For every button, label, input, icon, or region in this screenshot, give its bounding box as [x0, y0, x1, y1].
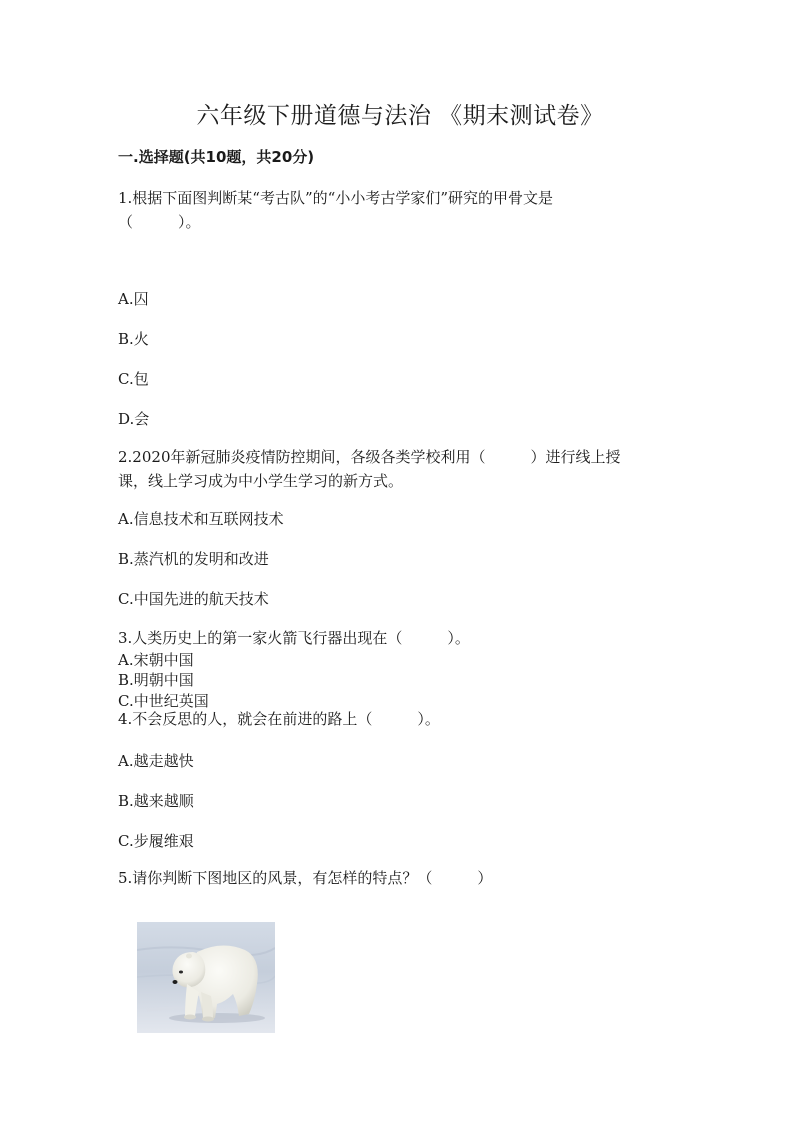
question-4-option-b[interactable]: B.越来越顺 [118, 792, 194, 810]
question-3-option-b[interactable]: B.明朝中国 [118, 671, 194, 689]
question-1-option-d[interactable]: D.会 [118, 410, 150, 428]
question-1-line-1: 1.根据下面图判断某“考古队”的“小小考古学家们”研究的甲骨文是 [118, 189, 553, 207]
question-2-option-b[interactable]: B.蒸汽机的发明和改进 [118, 550, 269, 568]
question-3-text: 3.人类历史上的第一家火箭飞行器出现在（ ）。 [118, 629, 470, 647]
question-3-option-a[interactable]: A.宋朝中国 [118, 651, 194, 669]
question-2-option-a[interactable]: A.信息技术和互联网技术 [118, 510, 284, 528]
question-2-line-2: 课，线上学习成为中小学生学习的新方式。 [118, 472, 404, 490]
question-1-option-a[interactable]: A.囚 [118, 290, 149, 308]
question-4-text: 4.不会反思的人，就会在前进的路上（ ）。 [118, 710, 440, 728]
question-1-line-2: （ ）。 [118, 213, 201, 231]
question-3-option-c[interactable]: C.中世纪英国 [118, 692, 209, 710]
question-4-option-a[interactable]: A.越走越快 [118, 752, 194, 770]
question-1-option-c[interactable]: C.包 [118, 370, 149, 388]
question-1-option-b[interactable]: B.火 [118, 330, 149, 348]
page-title: 六年级下册道德与法治 《期末测试卷》 [196, 103, 604, 129]
question-2-option-c[interactable]: C.中国先进的航天技术 [118, 590, 269, 608]
question-1-text [118, 186, 553, 234]
question-4-option-c[interactable]: C.步履维艰 [118, 832, 194, 850]
question-5-text: 5.请你判断下图地区的风景，有怎样的特点？（ ） [118, 869, 493, 887]
question-2-text [118, 445, 621, 493]
section-heading: 一.选择题(共10题，共20分) [118, 148, 315, 166]
polar-bear-photo [137, 922, 275, 1033]
question-2-line-1: 2.2020年新冠肺炎疫情防控期间，各级各类学校利用（ ）进行线上授 [118, 448, 621, 466]
